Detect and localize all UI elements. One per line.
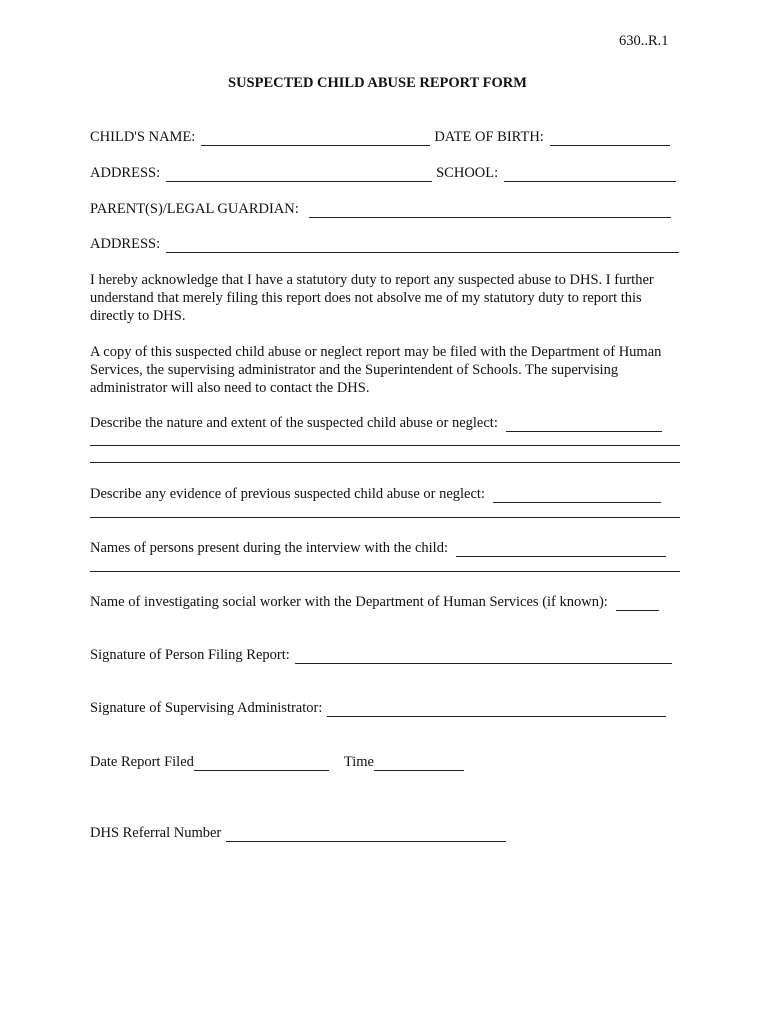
time-label: Time: [343, 754, 374, 770]
address-label: ADDRESS:: [90, 165, 161, 181]
parent-guardian-row: [90, 200, 671, 218]
social-worker-label: Name of investigating social worker with the Department of Human Services (if known):: [90, 594, 608, 610]
parent-guardian-field[interactable]: [309, 203, 671, 218]
copy-notice-text: A copy of this suspected child abuse or neglect report may be filed with the Department of Human Services, the supervising administrator and the Superintendent of Schools. The supervising administrator will also need to contact the DHS.: [90, 344, 662, 396]
referral-label: DHS Referral Number: [90, 825, 222, 841]
social-worker-row: [90, 593, 659, 611]
date-time-row: [90, 753, 464, 771]
guardian-address-field[interactable]: [166, 238, 679, 253]
nature-field[interactable]: [506, 417, 662, 432]
school-label: SCHOOL:: [436, 165, 499, 181]
childs-name-field[interactable]: [201, 131, 430, 146]
form-title: SUSPECTED CHILD ABUSE REPORT FORM: [228, 75, 527, 91]
evidence-line-1[interactable]: [90, 517, 680, 518]
copy-notice-paragraph: [90, 343, 682, 397]
address-field[interactable]: [166, 167, 432, 182]
evidence-label: Describe any evidence of previous suspected child abuse or neglect:: [90, 486, 485, 502]
parent-guardian-label: PARENT(S)/LEGAL GUARDIAN:: [90, 201, 299, 217]
nature-line-1[interactable]: [90, 445, 680, 446]
childs-name-label: CHILD'S NAME:: [90, 129, 196, 145]
persons-present-line-1[interactable]: [90, 571, 680, 572]
time-field[interactable]: [374, 756, 464, 771]
date-filed-label: Date Report Filed: [90, 754, 194, 770]
date-of-birth-field[interactable]: [550, 131, 670, 146]
nature-row: [90, 414, 662, 432]
filer-signature-row: [90, 646, 672, 664]
persons-present-row: [90, 539, 666, 557]
evidence-row: [90, 485, 661, 503]
school-field[interactable]: [504, 167, 676, 182]
administrator-signature-field[interactable]: [327, 702, 666, 717]
nature-label: Describe the nature and extent of the suspected child abuse or neglect:: [90, 415, 498, 431]
form-code: 630..R.1: [619, 33, 669, 49]
childs-name-row: [90, 128, 670, 146]
administrator-signature-label: Signature of Supervising Administrator:: [90, 700, 323, 716]
address-row: [90, 164, 676, 182]
filer-signature-field[interactable]: [295, 649, 672, 664]
acknowledgement-paragraph: [90, 271, 682, 325]
persons-present-field[interactable]: [456, 542, 666, 557]
date-of-birth-label: DATE OF BIRTH:: [434, 129, 544, 145]
referral-field[interactable]: [226, 827, 506, 842]
referral-row: [90, 824, 506, 842]
social-worker-field[interactable]: [616, 596, 659, 611]
filer-signature-label: Signature of Person Filing Report:: [90, 647, 290, 663]
nature-line-2[interactable]: [90, 462, 680, 463]
guardian-address-row: [90, 235, 679, 253]
evidence-field[interactable]: [493, 488, 661, 503]
administrator-signature-row: [90, 699, 666, 717]
guardian-address-label: ADDRESS:: [90, 236, 161, 252]
persons-present-label: Names of persons present during the interview with the child:: [90, 540, 448, 556]
acknowledgement-text: I hereby acknowledge that I have a statutory duty to report any suspected abuse to DHS. I further understand that merely filing this report does not absolve me of my statutory duty to report this directly to DHS.: [90, 272, 654, 324]
date-filed-field[interactable]: [194, 756, 329, 771]
